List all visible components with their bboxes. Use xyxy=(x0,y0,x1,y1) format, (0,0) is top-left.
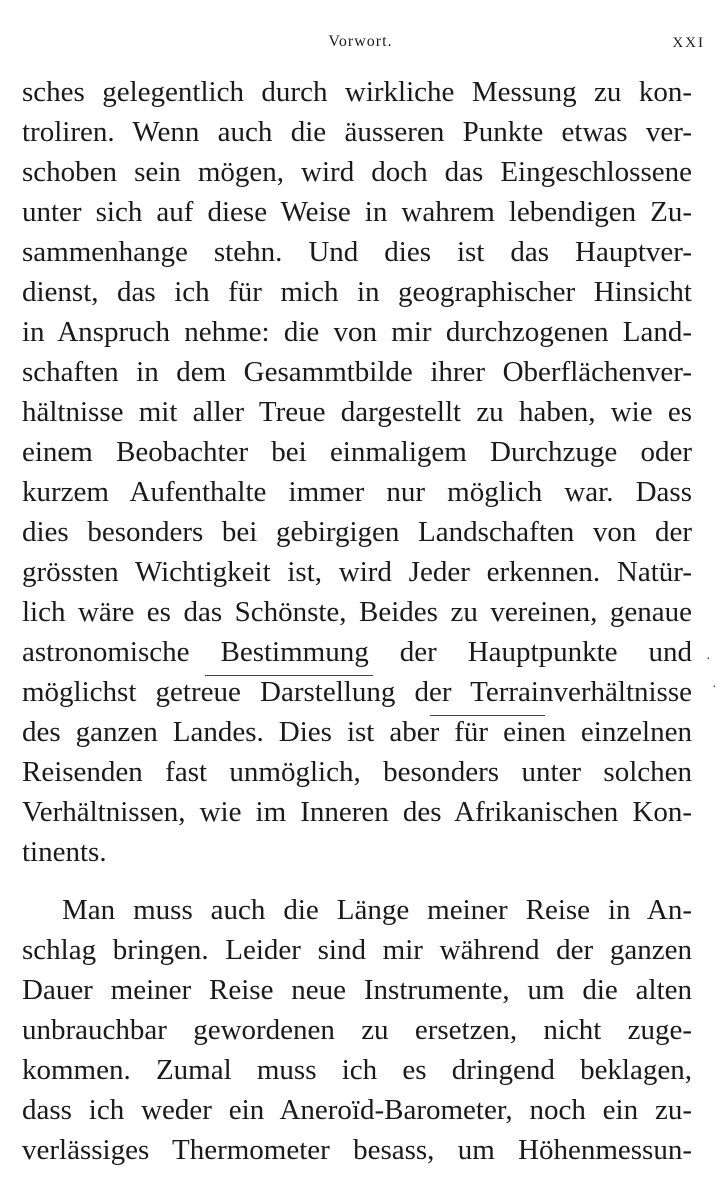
pencil-underline xyxy=(205,675,373,676)
margin-mark: · xyxy=(706,652,711,667)
running-title: Vorwort. xyxy=(328,33,393,50)
text-line: möglichst getreue Darstellung der Terrainverhältnisse xyxy=(22,676,692,708)
text-line: schoben sein mögen, wird doch das Eingeschlossene xyxy=(22,156,692,188)
text-line-paragraph-start: Man muss auch die Länge meiner Reise in An- xyxy=(62,894,692,926)
text-line: hältnisse mit aller Treue dargestellt zu haben, wie es xyxy=(22,396,692,428)
text-line: dass ich weder ein Aneroïd-Barometer, noch ein zu- xyxy=(22,1094,692,1126)
text-line: Reisenden fast unmöglich, besonders unter solchen xyxy=(22,756,692,788)
text-line: schaften in dem Gesammtbilde ihrer Oberflächenver- xyxy=(22,356,692,388)
text-line: grössten Wichtigkeit ist, wird Jeder erkennen. Natür- xyxy=(22,556,692,588)
text-line: schlag bringen. Leider sind mir während der ganzen xyxy=(22,934,692,966)
text-line: in Anspruch nehme: die von mir durchzogenen Land- xyxy=(22,316,692,348)
text-line: dies besonders bei gebirgigen Landschaften von der xyxy=(22,516,692,548)
text-line: astronomische Bestimmung der Hauptpunkte und xyxy=(22,636,692,668)
text-line: lich wäre es das Schönste, Beides zu vereinen, genaue xyxy=(22,596,692,628)
text-line: kurzem Aufenthalte immer nur möglich war. Dass xyxy=(22,476,692,508)
text-line: verlässiges Thermometer besass, um Höhenmessun- xyxy=(22,1134,692,1166)
text-line: sches gelegentlich durch wirkliche Messung zu kon- xyxy=(22,76,692,108)
text-line-paragraph-end: tinents. xyxy=(22,836,107,868)
text-line: troliren. Wenn auch die äusseren Punkte etwas ver- xyxy=(22,116,692,148)
page-number: XXI xyxy=(672,35,705,51)
text-line: sammenhange stehn. Und dies ist das Hauptver- xyxy=(22,236,692,268)
text-line: kommen. Zumal muss ich es dringend beklagen, xyxy=(22,1054,692,1086)
text-line: Verhältnissen, wie im Inneren des Afrikanischen Kon- xyxy=(22,796,692,828)
text-line: dienst, das ich für mich in geographischer Hinsicht xyxy=(22,276,692,308)
text-line: Dauer meiner Reise neue Instrumente, um die alten xyxy=(22,974,692,1006)
text-line: des ganzen Landes. Dies ist aber für einen einzelnen xyxy=(22,716,692,748)
pencil-underline xyxy=(430,715,545,716)
text-line: unbrauchbar gewordenen zu ersetzen, nicht zuge- xyxy=(22,1014,692,1046)
text-line: einem Beobachter bei einmaligem Durchzuge oder xyxy=(22,436,692,468)
margin-mark: · xyxy=(712,680,717,695)
text-line: unter sich auf diese Weise in wahrem lebendigen Zu- xyxy=(22,196,692,228)
